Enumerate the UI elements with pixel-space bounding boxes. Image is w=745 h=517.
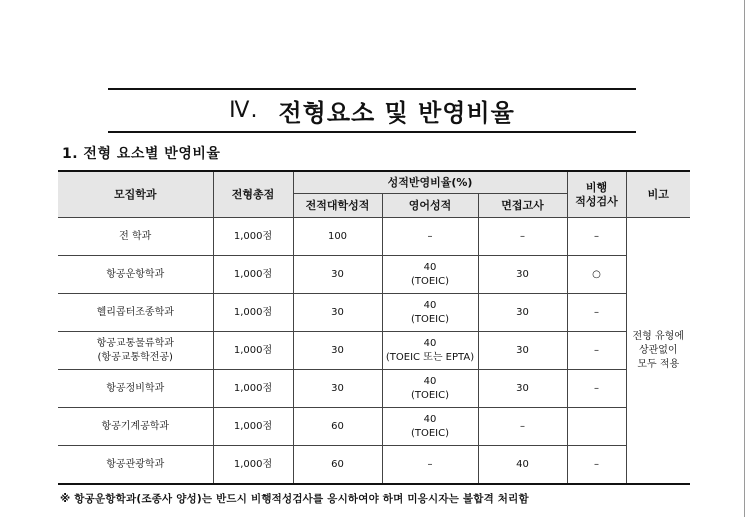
aptitude-cell: ○: [567, 256, 626, 294]
aptitude-cell: –: [567, 370, 626, 408]
dept-name: 항공교통물류학과: [96, 337, 174, 349]
total-cell: 1,000점: [213, 446, 293, 485]
header-aptitude: [567, 171, 626, 218]
english-cell: [382, 294, 478, 332]
dept-name: 항공정비학과: [106, 382, 165, 394]
dept-cell: [58, 370, 213, 408]
dept-cell: [58, 408, 213, 446]
note-cell: [626, 218, 690, 485]
prev-cell: 30: [293, 294, 382, 332]
prev-cell: 30: [293, 332, 382, 370]
english-test: (TOEIC): [410, 275, 450, 287]
section-heading: 1. 전형 요소별 반영비율: [62, 146, 221, 162]
dept-cell: [58, 294, 213, 332]
header-total: 전형총점: [213, 171, 293, 218]
prev-cell: 100: [293, 218, 382, 256]
dept-name: 헬리콥터조종학과: [96, 306, 174, 318]
prev-cell: 30: [293, 256, 382, 294]
header-english: 영어성적: [382, 194, 478, 218]
interview-cell: –: [478, 408, 567, 446]
table-row: [58, 408, 690, 446]
note-line: 전형 유형에: [632, 330, 684, 342]
interview-cell: 30: [478, 294, 567, 332]
total-cell: 1,000점: [213, 294, 293, 332]
prev-cell: 30: [293, 370, 382, 408]
dept-name: 항공운항학과: [106, 268, 165, 280]
header-ratio-group: 성적반영비율(%): [293, 171, 567, 194]
aptitude-cell: –: [567, 218, 626, 256]
english-cell: [382, 332, 478, 370]
dept-major: (항공교통학전공): [97, 351, 173, 363]
header-dept: 모집학과: [58, 171, 213, 218]
english-cell: –: [382, 446, 478, 485]
total-cell: 1,000점: [213, 370, 293, 408]
interview-cell: –: [478, 218, 567, 256]
interview-cell: 30: [478, 256, 567, 294]
header-interview: 면접고사: [478, 194, 567, 218]
header-aptitude-line1: 비행: [585, 180, 608, 194]
dept-name: 항공기계공학과: [101, 420, 170, 432]
header-prev-college: 전적대학성적: [293, 194, 382, 218]
table-row: [58, 294, 690, 332]
english-ratio: 40: [423, 337, 437, 349]
prev-cell: 60: [293, 446, 382, 485]
interview-cell: 30: [478, 332, 567, 370]
chapter-number: Ⅳ.: [229, 98, 259, 123]
aptitude-cell: [567, 408, 626, 446]
english-test: (TOEIC 또는 EPTA): [385, 351, 475, 363]
dept-cell: [58, 218, 213, 256]
english-ratio: 40: [423, 375, 437, 387]
interview-cell: 30: [478, 370, 567, 408]
aptitude-cell: –: [567, 294, 626, 332]
english-test: (TOEIC): [410, 313, 450, 325]
note-line: 상관없이: [638, 344, 678, 356]
header-note: 비고: [626, 171, 690, 218]
english-ratio: 40: [423, 261, 437, 273]
table-row: [58, 370, 690, 408]
dept-name: 항공관광학과: [106, 458, 165, 470]
table-row: [58, 446, 690, 485]
dept-name: 전 학과: [119, 230, 152, 242]
total-cell: 1,000점: [213, 218, 293, 256]
english-cell: [382, 408, 478, 446]
interview-cell: 40: [478, 446, 567, 485]
ratio-table: [58, 170, 690, 485]
chapter-title: [108, 88, 636, 133]
dept-cell: [58, 256, 213, 294]
english-test: (TOEIC): [410, 389, 450, 401]
table-row: [58, 256, 690, 294]
english-ratio: 40: [423, 299, 437, 311]
english-cell: –: [382, 218, 478, 256]
aptitude-cell: –: [567, 332, 626, 370]
table-row: [58, 218, 690, 256]
english-cell: [382, 256, 478, 294]
chapter-title-text: 전형요소 및 반영비율: [278, 99, 515, 127]
header-aptitude-line2: 적성검사: [575, 194, 618, 208]
english-cell: [382, 370, 478, 408]
dept-cell: [58, 332, 213, 370]
total-cell: 1,000점: [213, 408, 293, 446]
english-test: (TOEIC): [410, 427, 450, 439]
english-ratio: 40: [423, 413, 437, 425]
dept-cell: [58, 446, 213, 485]
prev-cell: 60: [293, 408, 382, 446]
aptitude-cell: –: [567, 446, 626, 485]
footnote: ※ 항공운항학과(조종사 양성)는 반드시 비행적성검사를 응시하여야 하며 미응시자는 불합격 처리함: [60, 493, 529, 505]
total-cell: 1,000점: [213, 256, 293, 294]
table-row: [58, 332, 690, 370]
note-line: 모두 적용: [637, 358, 680, 370]
total-cell: 1,000점: [213, 332, 293, 370]
